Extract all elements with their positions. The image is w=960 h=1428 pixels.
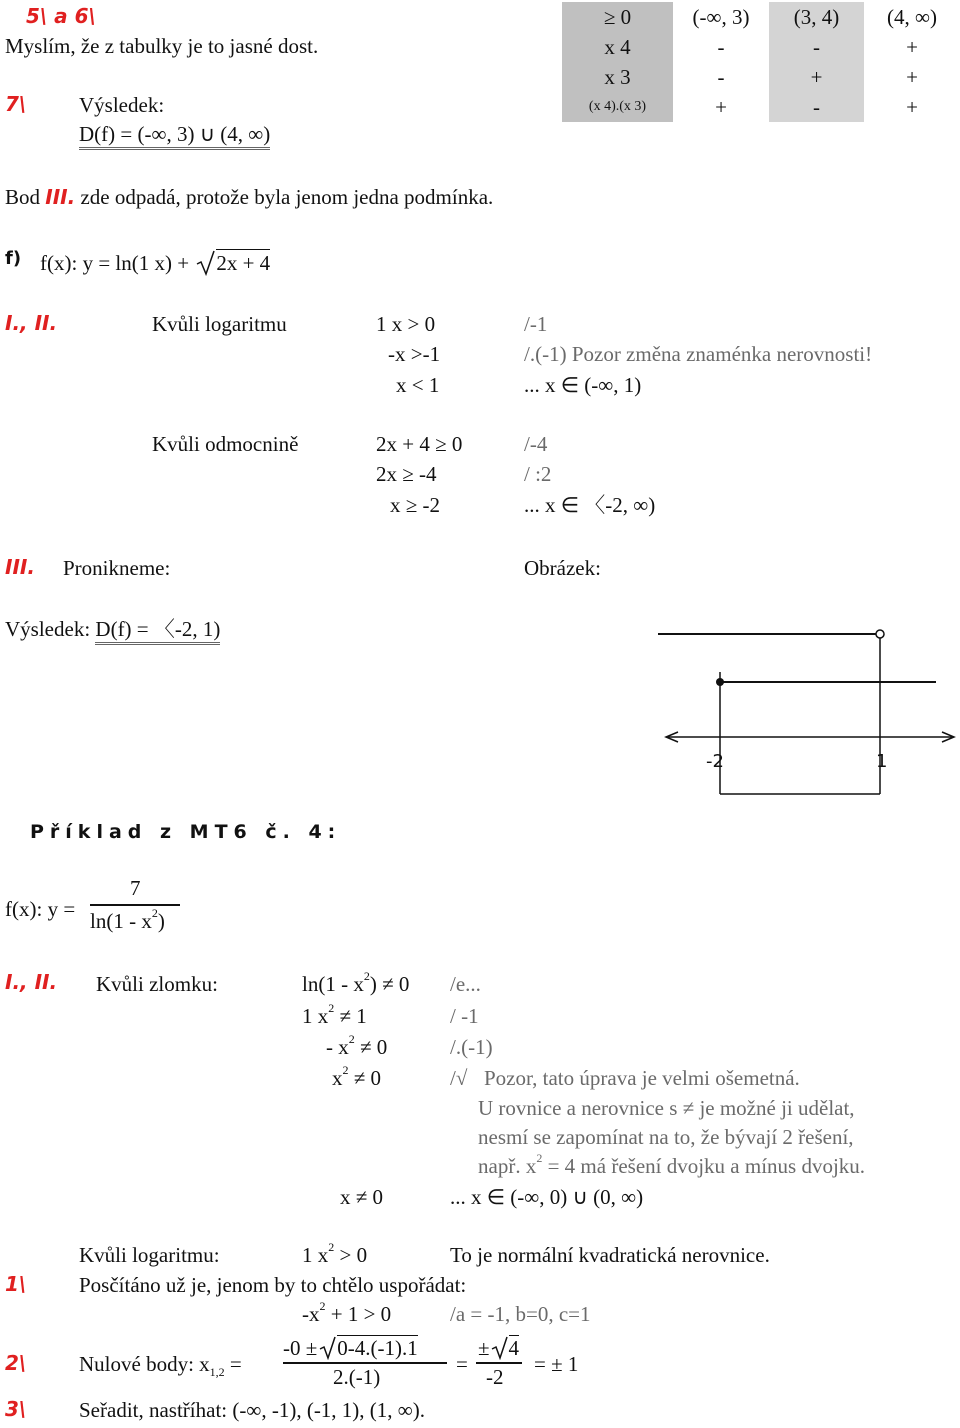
step-1-text: Posčítáno už je, jenom by to chtělo uspořádat: [79, 1273, 467, 1297]
table-cell: - [673, 62, 769, 92]
fraction-bar [283, 1362, 447, 1364]
table-cell: + [769, 62, 864, 92]
quad-inequality: $-x^2 + 1 > 0$ [302, 1299, 392, 1326]
fx-label: f(x): y = [5, 897, 76, 921]
cond-note-2: / -1 [450, 1004, 479, 1028]
table-cell: (x 4).(x 3) [562, 92, 673, 122]
odm-line-3: x ≥ -2 [390, 493, 441, 517]
table-cell: - [769, 92, 864, 122]
interval-diagram [656, 622, 956, 800]
table-row [562, 32, 960, 62]
cond-line-1: $\ln(1 - x^2) \ne 0$ [302, 969, 410, 996]
fraction-denominator: $\ln(1 - x^2)$ [90, 906, 165, 933]
odm-note-1: /-4 [524, 432, 548, 456]
fraction-bar [476, 1362, 522, 1364]
table-cell: + [864, 32, 960, 62]
fraction-numerator: 7 [130, 876, 141, 900]
text-tabulka: Myslím, že z tabulky je to jasné dost. [5, 34, 319, 58]
log-note-1: /-1 [524, 312, 548, 336]
sign-table [562, 2, 960, 122]
para-line-2: nesmí se zapomínat na to, že bývají 2 řešení, [478, 1125, 854, 1149]
sqrt-icon [319, 1336, 337, 1360]
example-title: Příklad z MT6 č. 4: [30, 821, 342, 843]
bod-line: Bod III. zde odpadá, protože byla jenom jedna podmínka. [5, 185, 494, 209]
table-cell: ≥ 0 [562, 2, 673, 32]
fraction2-numerator: ± 4 [478, 1336, 520, 1360]
table-cell: + [864, 92, 960, 122]
table-cell: - [673, 32, 769, 62]
table-cell: (3, 4) [769, 2, 864, 32]
zero-points-label: Nulové body: $x_{1,2}$ = [79, 1352, 242, 1380]
log-note-2: /.(-1) Pozor změna znaménka nerovnosti! [524, 342, 873, 366]
step-label-1: 1\ [5, 1272, 27, 1296]
step-label-3: 3\ [5, 1397, 27, 1421]
pronikneme: Pronikneme: [63, 556, 171, 580]
tick-label-minus2: -2 [706, 751, 724, 772]
result-label: Výsledek: [79, 93, 165, 117]
table-cell: + [673, 92, 769, 122]
step-label-5-6: 5\ a 6\ [26, 4, 96, 28]
result-f: Výsledek: D(f) = 〈-2, 1) [5, 619, 220, 640]
x-not-zero-result: ... x ∈ (-∞, 0) ∪ (0, ∞) [450, 1185, 644, 1209]
table-cell: (4, ∞) [864, 2, 960, 32]
cond-line-3: - $x^2 \ne 0$ [326, 1032, 388, 1059]
table-cell: - [769, 32, 864, 62]
para-line-3: např. $x^2 = 4$ má řešení dvojku a mínus dvojku. [478, 1151, 866, 1178]
log-line-3: x < 1 [396, 373, 440, 397]
odm-line-1: 2x + 4 ≥ 0 [376, 432, 463, 456]
coefficients-note: /a = -1, b=0, c=1 [450, 1302, 591, 1326]
sign-table-header [562, 2, 960, 32]
table-cell: x 3 [562, 62, 673, 92]
table-row [562, 62, 960, 92]
obrazek-label: Obrázek: [524, 556, 601, 580]
log-inequality: 1 $x^2 > 0$ [302, 1240, 368, 1267]
table-cell: + [864, 62, 960, 92]
sqrt-icon [196, 250, 216, 276]
odm-line-2: 2x ≥ -4 [376, 462, 437, 486]
cond-line-2: 1 $x^2 \ne 1$ [302, 1001, 367, 1028]
odm-note-2: / :2 [524, 462, 552, 486]
cond-note-3: /.(-1) [450, 1035, 493, 1059]
odm-note-3: ... x ∈ 〈-2, ∞) [524, 493, 656, 517]
cond-line-4: $x^2 \ne 0$ [332, 1063, 382, 1090]
equals-sign: = [456, 1352, 468, 1376]
zero-points-result: = ± 1 [534, 1352, 579, 1376]
table-cell: x 4 [562, 32, 673, 62]
fraction-bar [90, 904, 180, 906]
table-row [562, 92, 960, 122]
fraction2-denominator: -2 [486, 1365, 504, 1389]
quad-formula-numerator: -0 ± 0-4.(-1).1 [283, 1336, 418, 1360]
quad-formula-denominator: 2.(-1) [333, 1365, 381, 1389]
log-note-3: ... x ∈ (-∞, 1) [524, 373, 642, 397]
open-endpoint [876, 630, 884, 638]
tick-label-1: 1 [876, 751, 888, 772]
log-note: To je normální kvadratická nerovnice. [450, 1243, 770, 1267]
cond-note-4: /√ [450, 1066, 468, 1090]
log-line-2: -x >-1 [388, 342, 441, 366]
table-cell: (-∞, 3) [673, 2, 769, 32]
zlomek-title: Kvůli zlomku: [96, 972, 218, 996]
odm-title: Kvůli odmocnině [152, 432, 299, 456]
pozor-text: Pozor, tato úprava je velmi ošemetná. [484, 1066, 800, 1090]
log-line-1: 1 x > 0 [376, 312, 436, 336]
function-f: f(x): y = ln(1 x) + 2x + 4 [40, 251, 271, 275]
label-i-ii-ex: I., II. [5, 970, 58, 994]
log-title-2: Kvůli logaritmu: [79, 1243, 220, 1267]
step-3-text: Seřadit, nastříhat: (-∞, -1), (-1, 1), (1, ∞). [79, 1398, 426, 1422]
domain-result: D(f) = (-∞, 3) ∪ (4, ∞) [79, 124, 270, 145]
sqrt-icon [491, 1336, 509, 1360]
x-not-zero: x ≠ 0 [340, 1185, 384, 1209]
cond-note-1: /e... [450, 972, 481, 996]
para-line-1: U rovnice a nerovnice s ≠ je možné ji udělat, [478, 1096, 855, 1120]
step-label-2: 2\ [5, 1351, 27, 1375]
step-label-7: 7\ [5, 92, 27, 116]
label-iii: III. [5, 555, 35, 579]
label-i-ii: I., II. [5, 311, 58, 335]
log-title: Kvůli logaritmu [152, 312, 287, 336]
part-label-f: f) [5, 248, 22, 269]
